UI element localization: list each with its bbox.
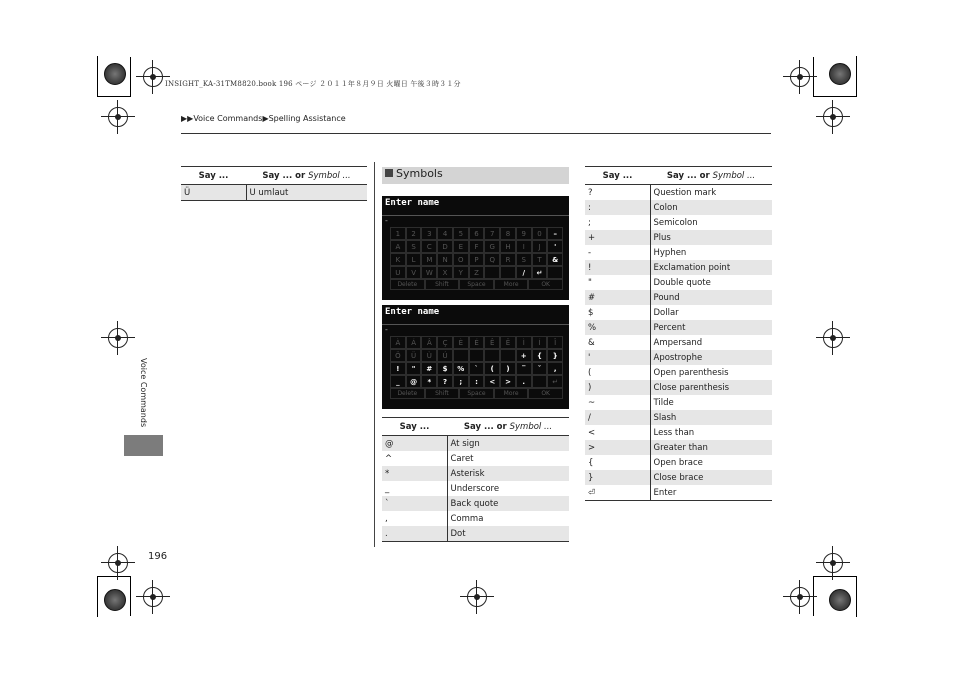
table-row bbox=[585, 485, 772, 501]
symbol-name-cell: Close brace bbox=[650, 470, 772, 485]
crop-mark bbox=[813, 96, 857, 97]
keyboard-key[interactable]: 6 bbox=[469, 227, 485, 240]
keyboard-key[interactable] bbox=[500, 349, 516, 362]
section-heading bbox=[382, 167, 569, 184]
keyboard-key[interactable]: K bbox=[390, 253, 406, 266]
say-cell: + bbox=[585, 230, 650, 245]
keyboard-key[interactable]: 8 bbox=[500, 227, 516, 240]
keyboard-key[interactable]: S bbox=[516, 253, 532, 266]
registration-target-icon bbox=[823, 328, 843, 348]
keyboard-key[interactable]: N bbox=[437, 253, 453, 266]
keyboard-key[interactable]: Q bbox=[484, 253, 500, 266]
symbol-name-cell: Tilde bbox=[653, 397, 674, 408]
say-cell: $ bbox=[585, 305, 650, 320]
keyboard-key[interactable]: Z bbox=[469, 266, 485, 279]
table-row bbox=[585, 200, 772, 215]
col-say: Say ... bbox=[382, 418, 447, 436]
crop-mark bbox=[97, 56, 98, 97]
keyboard-key[interactable]: & bbox=[547, 253, 563, 266]
table-row bbox=[585, 410, 772, 425]
keyboard-key[interactable]: @ bbox=[406, 375, 422, 388]
col-say: Say ... bbox=[181, 167, 246, 185]
symbol-name-cell: U umlaut bbox=[246, 185, 367, 201]
registration-target-icon bbox=[108, 107, 128, 127]
keyboard-function-key[interactable]: Space bbox=[459, 279, 494, 290]
say-cell: < bbox=[585, 425, 650, 440]
keyboard-function-key[interactable]: More bbox=[494, 279, 529, 290]
keyboard-key[interactable]: O bbox=[453, 253, 469, 266]
symbol-name-cell: Underscore bbox=[450, 483, 500, 494]
keyboard-key[interactable]: É bbox=[469, 336, 485, 349]
keyboard-key[interactable]: Ê bbox=[484, 336, 500, 349]
symbol-name-cell: Less than bbox=[653, 427, 695, 438]
crop-mark bbox=[813, 57, 814, 97]
symbol-name-cell: Exclamation point bbox=[650, 260, 772, 275]
symbol-name-cell: Open brace bbox=[653, 457, 703, 468]
keyboard-key[interactable]: À bbox=[390, 336, 406, 349]
keyboard-row bbox=[390, 375, 563, 388]
keyboard-key[interactable]: Ü bbox=[406, 349, 422, 362]
keyboard-row bbox=[390, 349, 563, 362]
symbol-name-cell: Slash bbox=[650, 410, 772, 425]
crop-mark bbox=[97, 576, 131, 577]
keyboard-key[interactable] bbox=[484, 266, 500, 279]
symbol-table-mid bbox=[382, 417, 569, 542]
table-row bbox=[382, 496, 569, 511]
keyboard-key[interactable]: # bbox=[421, 362, 437, 375]
keyboard-key[interactable]: U bbox=[390, 266, 406, 279]
symbol-table-left bbox=[181, 166, 367, 201]
keyboard-key[interactable]: Ö bbox=[390, 349, 406, 362]
table-row bbox=[585, 185, 772, 201]
say-cell: ) bbox=[585, 380, 650, 395]
registration-target-icon bbox=[467, 587, 487, 607]
keyboard-key[interactable]: È bbox=[453, 336, 469, 349]
keyboard-key[interactable]: D bbox=[437, 240, 453, 253]
symbol-name-cell: Dollar bbox=[653, 307, 679, 318]
table-row bbox=[181, 185, 367, 201]
table-row bbox=[585, 395, 772, 410]
say-cell: ^ bbox=[382, 451, 447, 466]
col-say: Say ... bbox=[585, 167, 650, 185]
say-cell: " bbox=[585, 275, 650, 290]
keyboard-key[interactable]: ? bbox=[437, 375, 453, 388]
breadcrumb-page: Spelling Assistance bbox=[268, 114, 346, 123]
keyboard-key[interactable] bbox=[453, 349, 469, 362]
name-field[interactable]: - bbox=[385, 216, 388, 225]
table-row bbox=[585, 230, 772, 245]
say-cell: # bbox=[585, 290, 650, 305]
keyboard-key[interactable]: 5 bbox=[453, 227, 469, 240]
keyboard-screen-1 bbox=[382, 196, 569, 300]
keyboard-key[interactable]: Î bbox=[547, 336, 563, 349]
say-cell: ; bbox=[585, 215, 650, 230]
table-row bbox=[585, 245, 772, 260]
keyboard-row bbox=[390, 227, 563, 240]
registration-target-icon bbox=[823, 107, 843, 127]
registration-disc-icon bbox=[829, 63, 851, 85]
say-cell: * bbox=[382, 466, 447, 481]
keyboard-key[interactable]: _ bbox=[390, 375, 406, 388]
keyboard-key[interactable]: V bbox=[406, 266, 422, 279]
keyboard-grid bbox=[390, 227, 563, 290]
keyboard-key[interactable]: Ë bbox=[500, 336, 516, 349]
keyboard-key[interactable]: % bbox=[453, 362, 469, 375]
table-row bbox=[585, 350, 772, 365]
table-row bbox=[382, 436, 569, 452]
keyboard-function-key[interactable]: Delete bbox=[390, 279, 425, 290]
table-row bbox=[382, 511, 569, 526]
symbol-name-cell: At sign bbox=[447, 436, 569, 452]
registration-disc-icon bbox=[829, 589, 851, 611]
keyboard-key[interactable]: E bbox=[453, 240, 469, 253]
keyboard-key[interactable]: + bbox=[516, 349, 532, 362]
keyboard-row bbox=[390, 266, 563, 279]
keyboard-key[interactable]: * bbox=[421, 375, 437, 388]
keyboard-key[interactable]: ˇ bbox=[532, 362, 548, 375]
keyboard-key[interactable]: : bbox=[469, 375, 485, 388]
table-row bbox=[382, 481, 569, 496]
keyboard-key[interactable]: P bbox=[469, 253, 485, 266]
keyboard-key[interactable]: X bbox=[437, 266, 453, 279]
keyboard-function-key[interactable]: OK bbox=[528, 388, 563, 399]
side-tab-label: Voice Commands bbox=[139, 358, 148, 428]
keyboard-key[interactable]: R bbox=[500, 253, 516, 266]
keyboard-row bbox=[390, 240, 563, 253]
symbol-name-cell: Dot bbox=[447, 526, 569, 542]
say-cell: & bbox=[585, 335, 650, 350]
keyboard-key[interactable]: 3 bbox=[421, 227, 437, 240]
say-cell: . bbox=[382, 526, 447, 542]
keyboard-function-row bbox=[390, 279, 563, 290]
breadcrumb bbox=[181, 114, 346, 123]
keyboard-key[interactable] bbox=[484, 349, 500, 362]
table-row bbox=[585, 440, 772, 455]
say-cell: - bbox=[585, 245, 650, 260]
header-divider bbox=[181, 133, 771, 134]
keyboard-key[interactable]: ! bbox=[390, 362, 406, 375]
table-row bbox=[585, 215, 772, 230]
keyboard-key[interactable]: ( bbox=[484, 362, 500, 375]
keyboard-function-key[interactable]: Shift bbox=[425, 388, 460, 399]
keyboard-function-row bbox=[390, 388, 563, 399]
keyboard-function-key[interactable]: OK bbox=[528, 279, 563, 290]
page-number: 196 bbox=[148, 551, 168, 562]
screen-title: Enter name bbox=[382, 196, 569, 216]
say-cell: % bbox=[585, 320, 650, 335]
table-row bbox=[585, 290, 772, 305]
breadcrumb-separator: ▶ bbox=[262, 114, 269, 123]
keyboard-function-key[interactable]: Space bbox=[459, 388, 494, 399]
keyboard-key[interactable]: H bbox=[500, 240, 516, 253]
say-cell: ~ bbox=[585, 395, 650, 410]
symbol-name-cell: Caret bbox=[450, 453, 474, 464]
breadcrumb-section[interactable]: Voice Commands bbox=[193, 114, 263, 123]
screen-title: Enter name bbox=[382, 305, 569, 325]
keyboard-key[interactable]: 4 bbox=[437, 227, 453, 240]
keyboard-key[interactable]: { bbox=[532, 349, 548, 362]
crop-mark bbox=[856, 576, 857, 617]
crop-mark bbox=[97, 576, 98, 617]
keyboard-key[interactable]: ; bbox=[453, 375, 469, 388]
side-tab bbox=[124, 435, 163, 456]
keyboard-key[interactable]: , bbox=[547, 362, 563, 375]
registration-target-icon bbox=[790, 67, 810, 87]
book-info: INSIGHT_KA-31TM8820.book 196 ページ ２０１１年８月９日 火曜日 午後３時３１分 bbox=[165, 80, 461, 88]
keyboard-key[interactable]: F bbox=[469, 240, 485, 253]
registration-target-icon bbox=[823, 553, 843, 573]
registration-target-icon bbox=[143, 587, 163, 607]
section-heading-text: Symbols bbox=[396, 167, 443, 180]
keyboard-key[interactable]: S bbox=[406, 240, 422, 253]
keyboard-key[interactable]: A bbox=[390, 240, 406, 253]
table-row bbox=[585, 275, 772, 290]
table-row bbox=[585, 320, 772, 335]
say-cell: ? bbox=[585, 185, 650, 201]
keyboard-key[interactable]: – bbox=[547, 227, 563, 240]
say-cell: Ü bbox=[181, 185, 246, 201]
symbol-name-cell: Ampersand bbox=[653, 337, 703, 348]
symbol-name-cell: Plus bbox=[650, 230, 772, 245]
keyboard-function-key[interactable]: Shift bbox=[425, 279, 460, 290]
keyboard-key[interactable]: 1 bbox=[390, 227, 406, 240]
crop-mark bbox=[813, 576, 857, 577]
symbol-name-cell: Pound bbox=[650, 290, 772, 305]
keyboard-function-key[interactable]: More bbox=[494, 388, 529, 399]
keyboard-key[interactable]: W bbox=[421, 266, 437, 279]
keyboard-key[interactable]: ' bbox=[547, 240, 563, 253]
keyboard-key[interactable] bbox=[532, 375, 548, 388]
crop-mark bbox=[97, 96, 131, 97]
symbol-name-cell: Asterisk bbox=[447, 466, 569, 481]
symbol-name-cell: Enter bbox=[650, 485, 772, 501]
keyboard-key[interactable]: Í bbox=[532, 336, 548, 349]
keyboard-key[interactable]: J bbox=[532, 240, 548, 253]
table-row bbox=[382, 526, 569, 542]
say-cell: ` bbox=[382, 496, 447, 511]
symbol-table-right bbox=[585, 166, 772, 501]
keyboard-row bbox=[390, 253, 563, 266]
table-row bbox=[382, 466, 569, 481]
registration-disc-icon bbox=[104, 63, 126, 85]
symbol-name-cell: Close parenthesis bbox=[650, 380, 772, 395]
keyboard-key[interactable] bbox=[547, 266, 563, 279]
say-cell: { bbox=[585, 455, 650, 470]
keyboard-key[interactable]: Á bbox=[406, 336, 422, 349]
table-row bbox=[382, 451, 569, 466]
say-cell: : bbox=[585, 200, 650, 215]
keyboard-key[interactable]: Ç bbox=[437, 336, 453, 349]
keyboard-key[interactable]: L bbox=[406, 253, 422, 266]
col-say-or-symbol: Say ... or Symbol ... bbox=[447, 418, 569, 436]
keyboard-key[interactable]: ↵ bbox=[532, 266, 548, 279]
say-cell: > bbox=[585, 440, 650, 455]
keyboard-key[interactable]: M bbox=[421, 253, 437, 266]
registration-target-icon bbox=[108, 328, 128, 348]
col-say-or-symbol: Say ... or Symbol ... bbox=[246, 167, 367, 185]
table-row bbox=[585, 305, 772, 320]
registration-disc-icon bbox=[104, 589, 126, 611]
symbol-name-cell: Greater than bbox=[650, 440, 772, 455]
symbol-name-cell: Double quote bbox=[653, 277, 711, 288]
keyboard-row bbox=[390, 336, 563, 349]
keyboard-key[interactable]: ) bbox=[500, 362, 516, 375]
keyboard-key[interactable]: Y bbox=[453, 266, 469, 279]
keyboard-key[interactable] bbox=[469, 349, 485, 362]
keyboard-key[interactable]: G bbox=[484, 240, 500, 253]
symbol-name-cell: Hyphen bbox=[653, 247, 687, 258]
keyboard-function-key[interactable]: Delete bbox=[390, 388, 425, 399]
say-cell: , bbox=[382, 511, 447, 526]
keyboard-key[interactable]: ` bbox=[469, 362, 485, 375]
registration-target-icon bbox=[108, 553, 128, 573]
keyboard-key[interactable]: < bbox=[484, 375, 500, 388]
keyboard-row bbox=[390, 362, 563, 375]
say-cell: } bbox=[585, 470, 650, 485]
table-row bbox=[585, 470, 772, 485]
symbol-name-cell: Percent bbox=[650, 320, 772, 335]
keyboard-key[interactable]: Ú bbox=[437, 349, 453, 362]
table-row bbox=[585, 425, 772, 440]
keyboard-grid bbox=[390, 336, 563, 399]
crop-mark bbox=[130, 576, 131, 616]
crop-mark bbox=[130, 57, 131, 97]
say-cell: ⏎ bbox=[585, 485, 650, 501]
symbol-name-cell: Semicolon bbox=[653, 217, 698, 228]
table-row bbox=[585, 260, 772, 275]
keyboard-key[interactable]: 2 bbox=[406, 227, 422, 240]
symbol-name-cell: Colon bbox=[650, 200, 772, 215]
symbol-name-cell: Comma bbox=[450, 513, 484, 524]
keyboard-screen-2 bbox=[382, 305, 569, 409]
keyboard-key[interactable]: Ù bbox=[421, 349, 437, 362]
registration-target-icon bbox=[790, 587, 810, 607]
say-cell: ! bbox=[585, 260, 650, 275]
keyboard-key[interactable]: ↵ bbox=[547, 375, 563, 388]
keyboard-key[interactable]: / bbox=[516, 266, 532, 279]
keyboard-key[interactable]: T bbox=[532, 253, 548, 266]
say-cell: _ bbox=[382, 481, 447, 496]
name-field[interactable]: - bbox=[385, 325, 388, 334]
keyboard-key[interactable]: " bbox=[406, 362, 422, 375]
keyboard-key[interactable]: > bbox=[500, 375, 516, 388]
table-row bbox=[585, 335, 772, 350]
symbol-name-cell: Back quote bbox=[447, 496, 569, 511]
keyboard-key[interactable] bbox=[500, 266, 516, 279]
keyboard-key[interactable]: Â bbox=[421, 336, 437, 349]
say-cell: / bbox=[585, 410, 650, 425]
column-divider bbox=[374, 162, 375, 547]
heading-square-icon bbox=[385, 169, 393, 177]
keyboard-key[interactable]: I bbox=[516, 240, 532, 253]
say-cell: ' bbox=[585, 350, 650, 365]
say-cell: ( bbox=[585, 365, 650, 380]
symbol-name-cell: Open parenthesis bbox=[653, 367, 729, 378]
table-row bbox=[585, 365, 772, 380]
table-row bbox=[585, 455, 772, 470]
registration-target-icon bbox=[143, 67, 163, 87]
breadcrumb-arrows: ▶▶ bbox=[181, 114, 194, 123]
table-row bbox=[585, 380, 772, 395]
symbol-name-cell: Question mark bbox=[653, 187, 717, 198]
col-say-or-symbol: Say ... or Symbol ... bbox=[650, 167, 772, 185]
keyboard-key[interactable]: Ì bbox=[516, 336, 532, 349]
keyboard-key[interactable]: . bbox=[516, 375, 532, 388]
keyboard-key[interactable]: 9 bbox=[516, 227, 532, 240]
say-cell: @ bbox=[382, 436, 447, 452]
keyboard-key[interactable]: $ bbox=[437, 362, 453, 375]
symbol-name-cell: Apostrophe bbox=[650, 350, 772, 365]
keyboard-key[interactable]: C bbox=[421, 240, 437, 253]
keyboard-key[interactable]: 7 bbox=[484, 227, 500, 240]
crop-mark bbox=[856, 56, 857, 97]
keyboard-key[interactable]: } bbox=[547, 349, 563, 362]
keyboard-key[interactable]: ‾ bbox=[516, 362, 532, 375]
keyboard-key[interactable]: 0 bbox=[532, 227, 548, 240]
